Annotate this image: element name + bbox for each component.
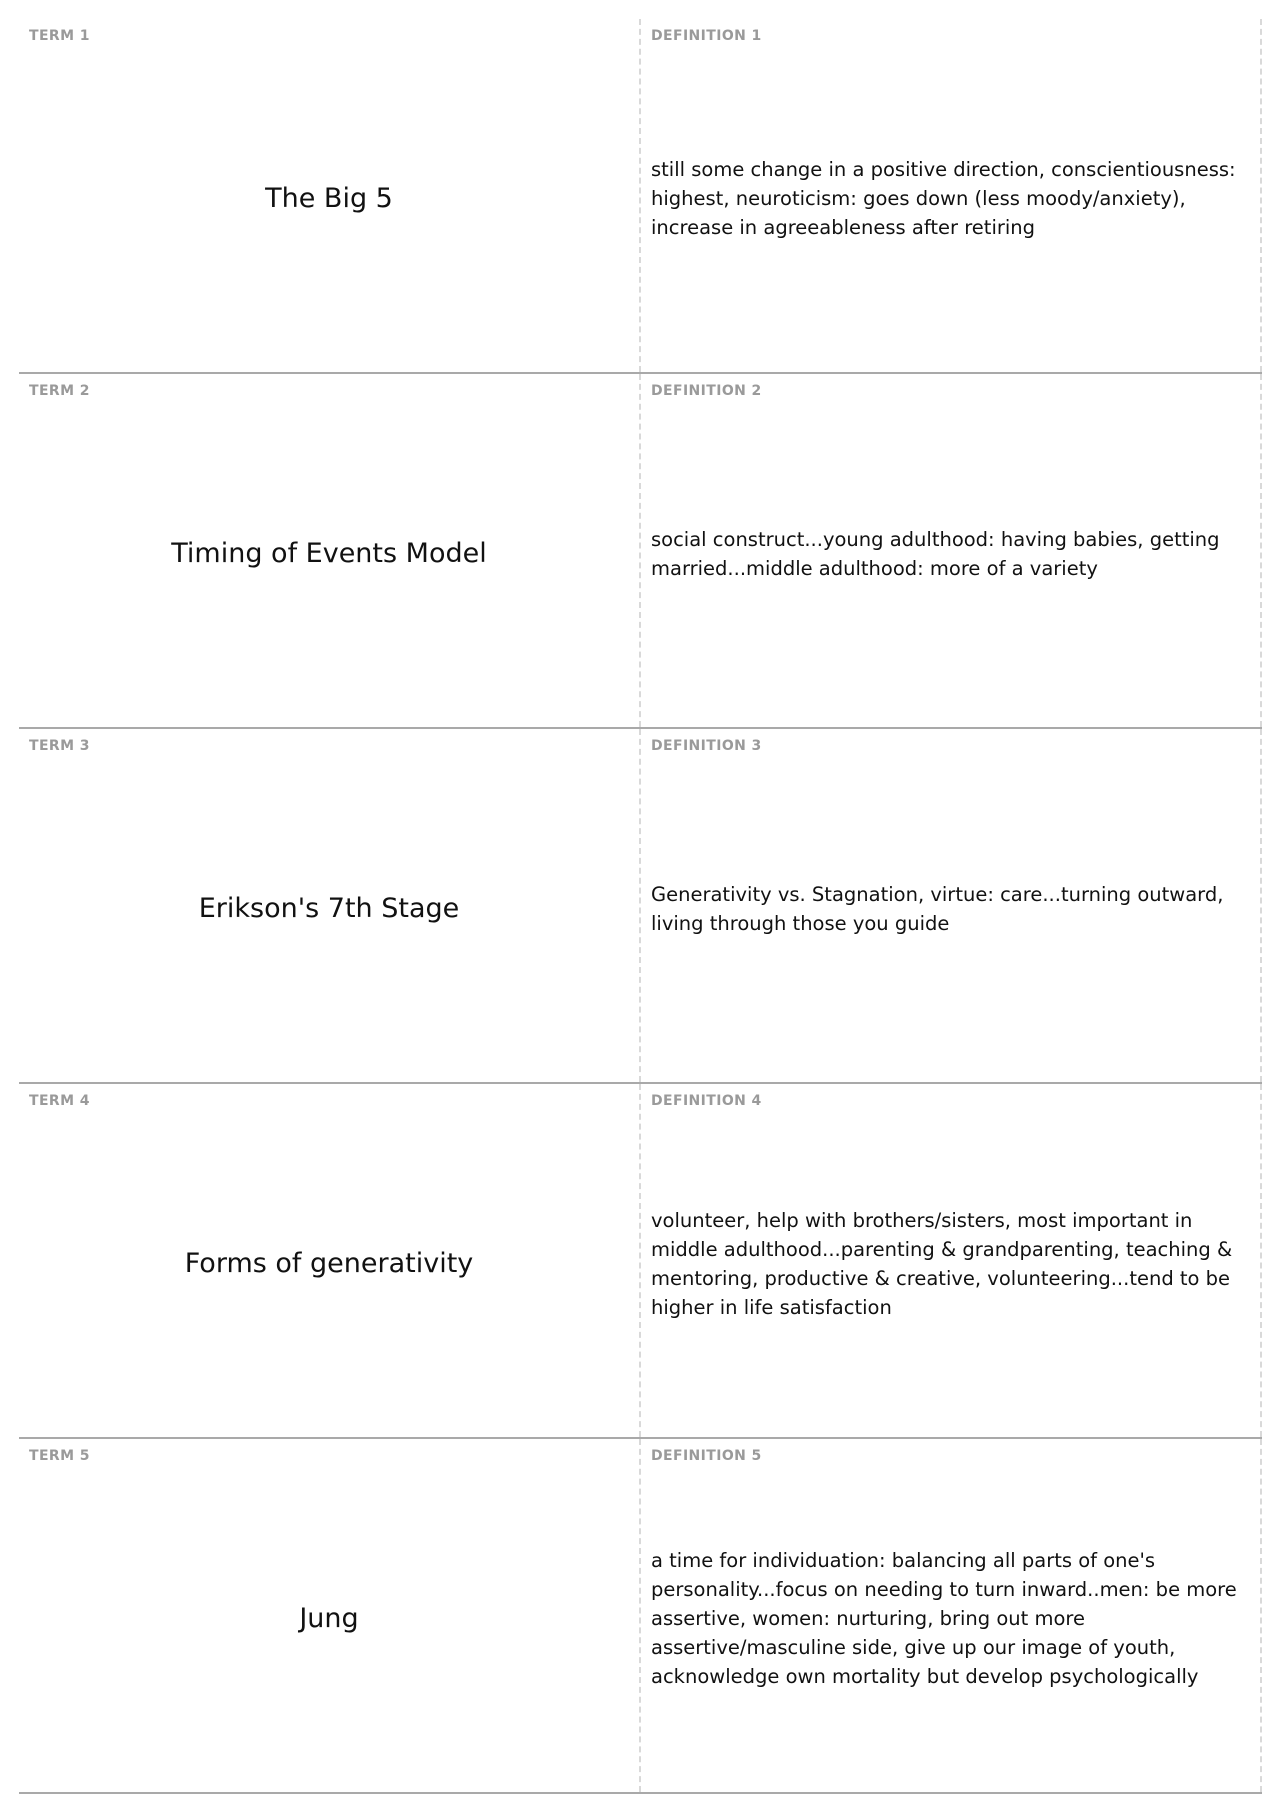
term-label: TERM 1 [29, 28, 90, 44]
definition-label: DEFINITION 1 [651, 28, 762, 44]
term-cell [19, 19, 641, 372]
definition-cell [641, 19, 1262, 372]
flashcard-row-3 [19, 729, 1262, 1084]
term-cell [19, 729, 641, 1082]
definition-text-wrap [651, 19, 1240, 372]
term-text: Jung [299, 1603, 359, 1634]
flashcard-row-4 [19, 1084, 1262, 1439]
definition-text: a time for individuation: balancing all parts of one's personality...focus on needing to turn inward..men: be more assertive, women: nurturing, bring out more assertive/masculine side, give up our image of youth, acknowledge own mortality but develop psychologically [651, 1549, 1237, 1688]
term-label: TERM 5 [29, 1448, 90, 1464]
definition-cell [641, 729, 1262, 1082]
definition-text: Generativity vs. Stagnation, virtue: care...turning outward, living through those you guide [651, 882, 1224, 935]
definition-label: DEFINITION 3 [651, 738, 762, 754]
definition-text-wrap [651, 1084, 1240, 1437]
term-text: Forms of generativity [184, 1248, 474, 1279]
flashcard-row-5 [19, 1439, 1262, 1794]
definition-label: DEFINITION 4 [651, 1093, 762, 1109]
term-text: The Big 5 [265, 183, 393, 214]
definition-cell [641, 1439, 1262, 1792]
term-label: TERM 4 [29, 1093, 90, 1109]
definition-label: DEFINITION 2 [651, 383, 762, 399]
term-text: Erikson's 7th Stage [198, 893, 460, 924]
definition-cell [641, 1084, 1262, 1437]
term-label: TERM 3 [29, 738, 90, 754]
flashcard-row-2 [19, 374, 1262, 729]
flashcard-sheet [19, 19, 1262, 1794]
term-cell [19, 1084, 641, 1437]
definition-label: DEFINITION 5 [651, 1448, 762, 1464]
definition-text: social construct...young adulthood: having babies, getting married...middle adulthood: more of a variety [651, 527, 1220, 580]
term-label: TERM 2 [29, 383, 90, 399]
definition-text-wrap [651, 374, 1240, 727]
definition-text: still some change in a positive direction, conscientiousness: highest, neuroticism: goes down (less moody/anxiety), increase in agreeableness after retiring [651, 158, 1236, 239]
term-cell [19, 1439, 641, 1792]
term-cell [19, 374, 641, 727]
flashcard-row-1 [19, 19, 1262, 374]
definition-text: volunteer, help with brothers/sisters, most important in middle adulthood...parenting & grandparenting, teaching & mentoring, productive & creative, volunteering...tend to be higher in life satisfaction [651, 1208, 1233, 1319]
definition-text-wrap [651, 1439, 1240, 1792]
definition-cell [641, 374, 1262, 727]
term-text: Timing of Events Model [171, 538, 487, 569]
definition-text-wrap [651, 729, 1240, 1082]
